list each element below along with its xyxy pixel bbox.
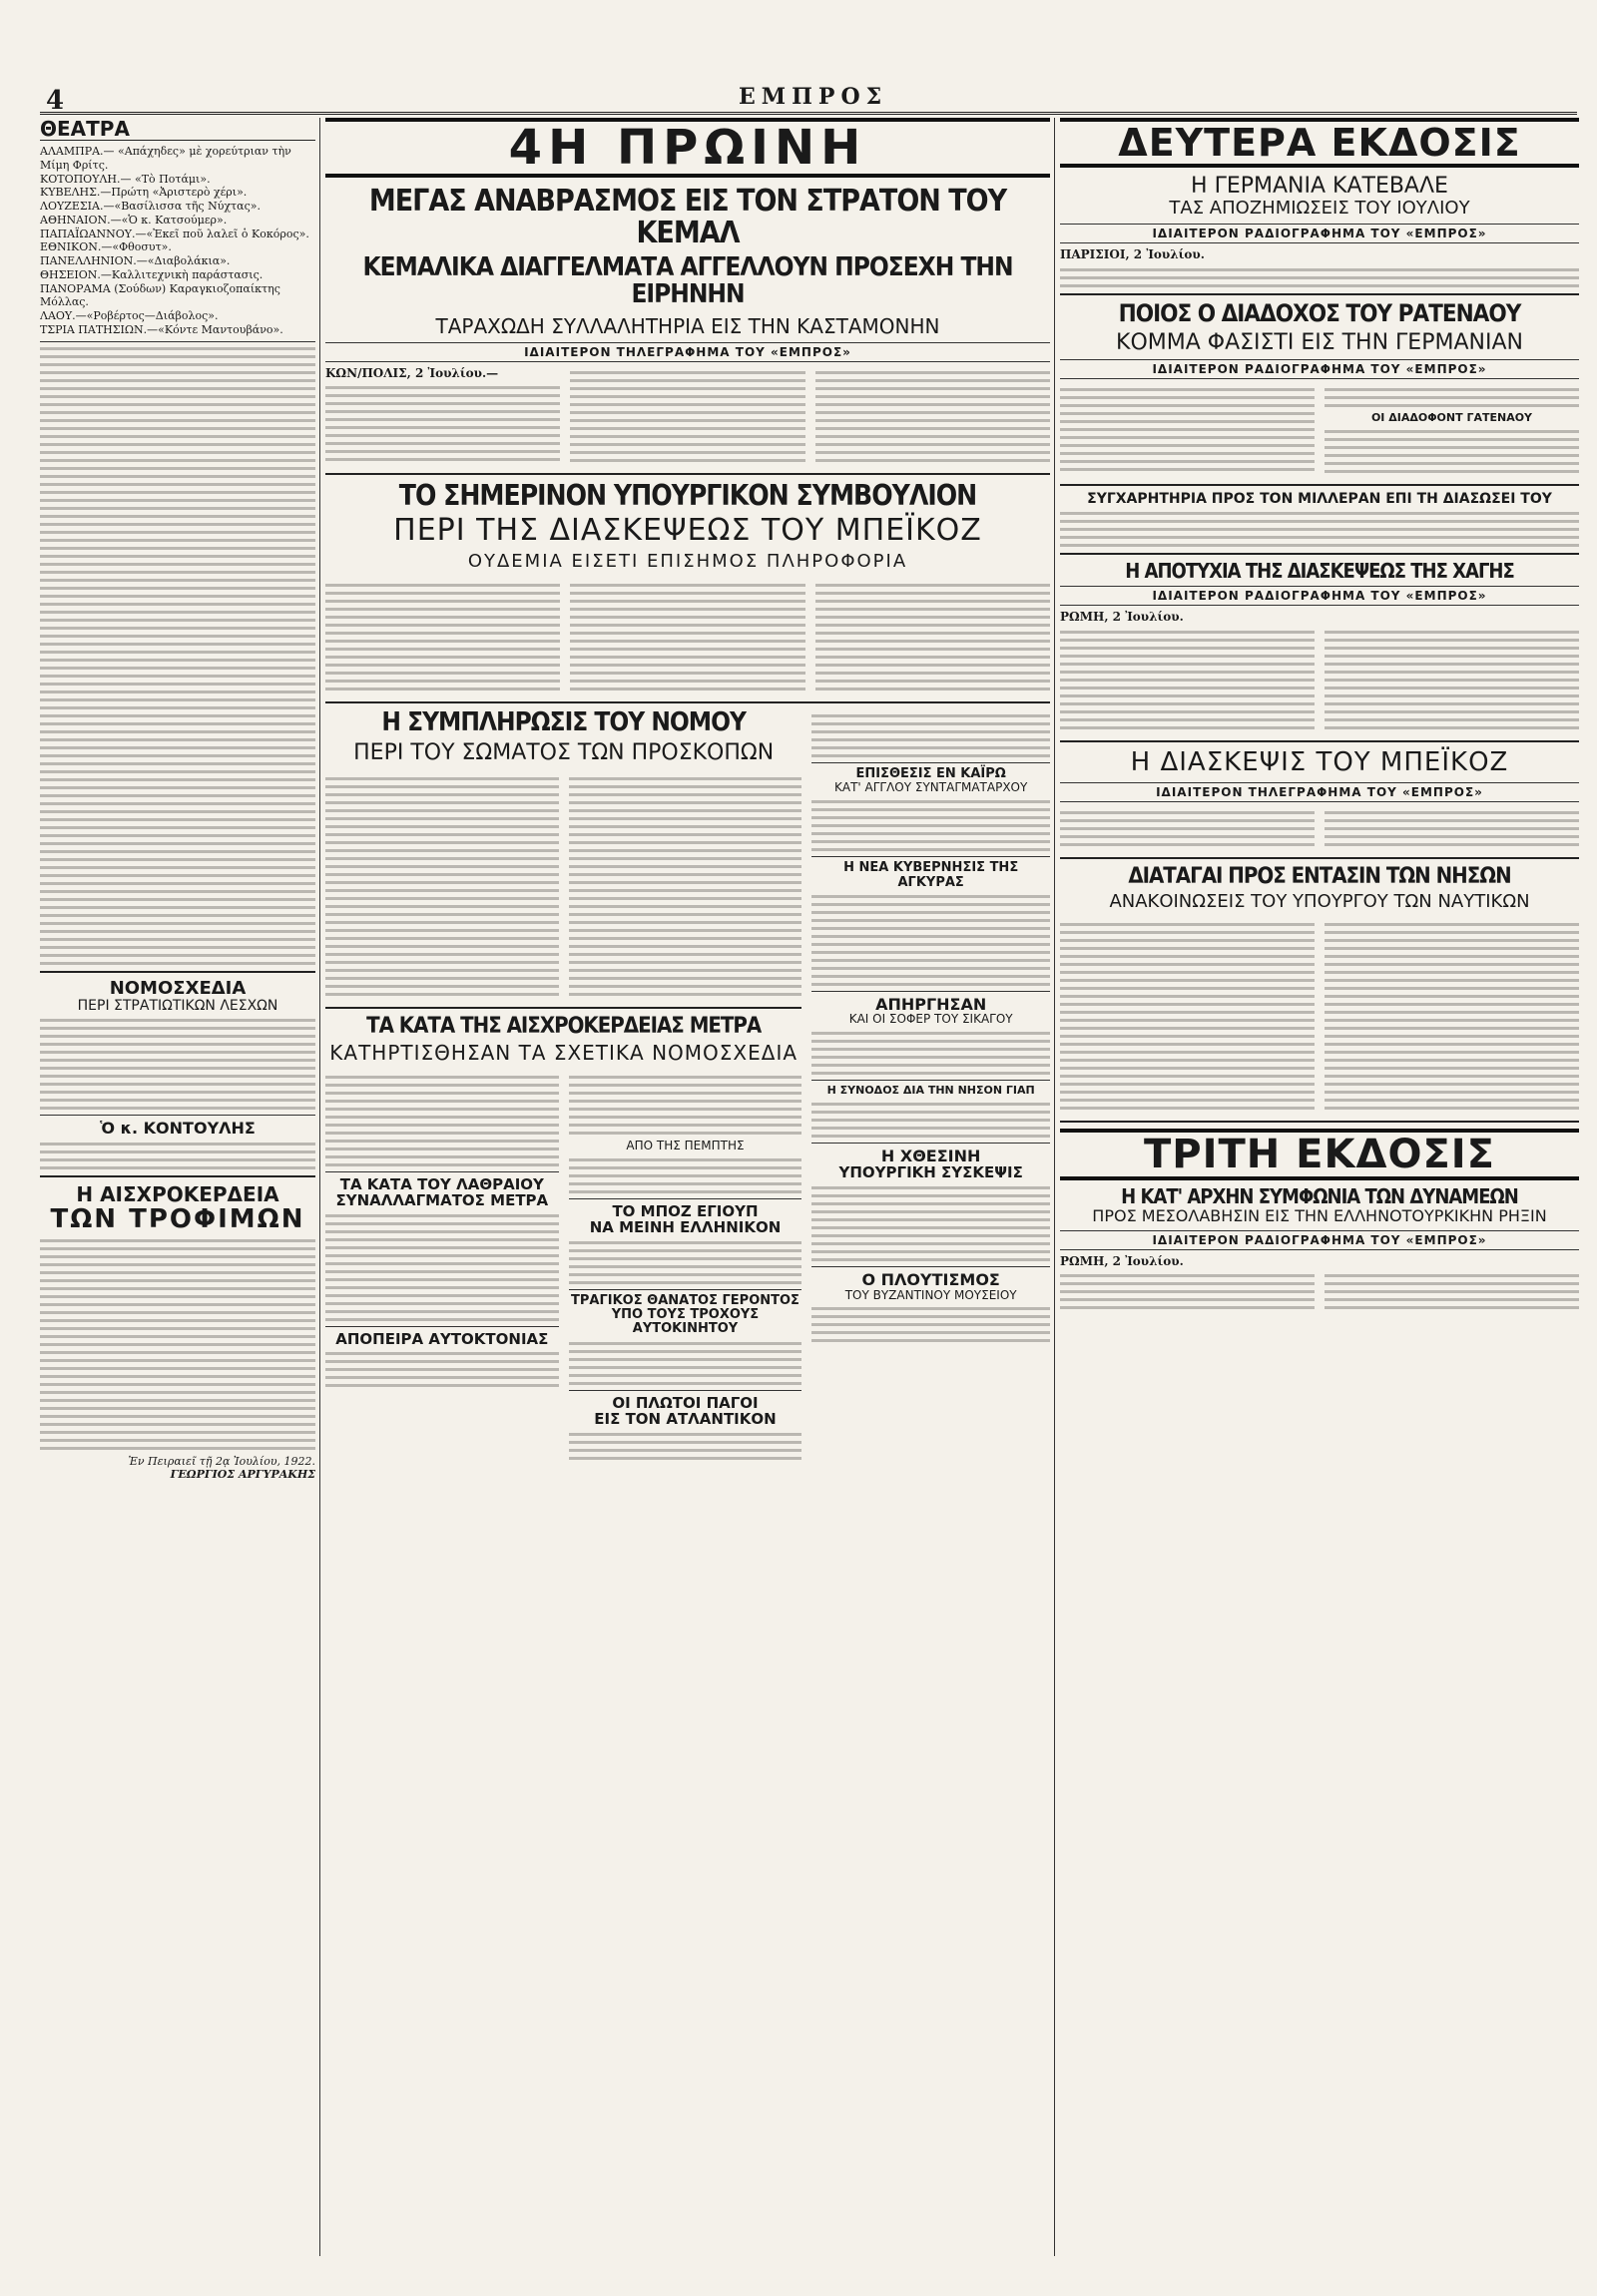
- article-body: [325, 579, 560, 695]
- theatre-list: [40, 145, 315, 337]
- headline-mediation: ΠΡΟΣ ΜΕΣΟΛΑΒΗΣΙΝ ΕΙΣ ΤΗΝ ΕΛΛΗΝΟΤΟΥΡΚΙΚΗΝ ΡΗΞΙΝ: [1092, 1206, 1547, 1226]
- theatre-item: ΕΘΝΙΚΟΝ.—«Φθοσυτ».: [40, 240, 172, 254]
- column-rule: [319, 118, 320, 2256]
- column-rule: [1054, 118, 1055, 2256]
- radiogram-tag: ΙΔΙΑΙΤΕΡΟΝ ΡΑΔΙΟΓΡΑΦΗΜΑ ΤΟΥ «ΕΜΠΡΟΣ»: [1060, 1230, 1579, 1250]
- headline-germany: Η ΓΕΡΜΑΝΙΑ ΚΑΤΕΒΑΛΕ: [1191, 174, 1448, 199]
- headline-museum: ΤΟΥ ΒΥΖΑΝΤΙΝΟΥ ΜΟΥΣΕΙΟΥ: [844, 1287, 1017, 1302]
- article-body: [570, 366, 804, 467]
- article-body: [815, 579, 1050, 695]
- headline-kastamoni: ΤΑΡΑΧΩΔΗ ΣΥΛΛΑΛΗΤΗΡΙΑ ΕΙΣ ΤΗΝ ΚΑΣΤΑΜΟΝΗΝ: [435, 313, 940, 338]
- headline-chicago: ΚΑΙ ΟΙ ΣΟΦΕΡ ΤΟΥ ΣΙΚΑΓΟΥ: [848, 1012, 1013, 1027]
- edition-title: 4Η ΠΡΩΙΝΗ: [325, 118, 1050, 178]
- article-body: [1060, 626, 1315, 734]
- headline-kemalika: ΚΕΜΑΛΙΚΑ ΔΙΑΓΓΕΛΜΑΤΑ ΑΓΓΕΛΛΟΥΝ ΠΡΟΣΕΧΗ ΤΗΝ ΕΙΡΗΝΗΝ: [362, 252, 1013, 310]
- theatre-item: ΠΑΠΑΪΩΑΝΝΟΥ.—«Ἐκεῖ ποῦ λαλεῖ ὁ Κοκόρος».: [40, 227, 309, 240]
- article-body: [1060, 512, 1579, 547]
- column-center: [325, 118, 1050, 2256]
- column-left: [40, 118, 315, 2256]
- theatre-item: ΚΟΤΟΠΟΥΛΗ.— «Τὸ Ποτάμι».: [40, 172, 211, 186]
- article-body: [1060, 918, 1315, 1115]
- article-body: [325, 386, 560, 461]
- headline-thursday: ΑΠΟ ΤΗΣ ΠΕΜΠΤΗΣ: [626, 1138, 745, 1152]
- article-body: [811, 895, 1050, 986]
- article-body: [1325, 430, 1579, 473]
- headline-bills: ΚΑΤΗΡΤΙΣΘΗΣΑΝ ΤΑ ΣΧΕΤΙΚΑ ΝΟΜΟΣΧΕΔΙΑ: [329, 1040, 798, 1065]
- aisxrokerdeia-heading: Η ΑΙΣΧΡΟΚΕΡΔΕΙΑ: [76, 1181, 279, 1206]
- article-body: [569, 1433, 802, 1460]
- headline-millerand: ΣΥΓΧΑΡΗΤΗΡΙΑ ΠΡΟΣ ΤΟΝ ΜΙΛΛΕΡΑΝ ΕΠΙ ΤΗ ΔΙΑΣΩΣΕΙ ΤΟΥ: [1087, 490, 1552, 507]
- theatre-item: ΠΑΝΕΛΛΗΝΙΟΝ.—«Διαβολάκια».: [40, 254, 231, 267]
- theatre-item: ΛΟΥΖΕΣΙΑ.—«Βασίλισσα τῆς Νύχτας».: [40, 200, 261, 213]
- theatre-item: ΘΗΣΕΙΟΝ.—Καλλιτεχνικὴ παράστασις.: [40, 267, 264, 281]
- headline-scouts: ΠΕΡΙ ΤΟΥ ΣΩΜΑΤΟΣ ΤΩΝ ΠΡΟΣΚΟΠΩΝ: [353, 740, 775, 766]
- telegram-tag: ΙΔΙΑΙΤΕΡΟΝ ΤΗΛΕΓΡΑΦΗΜΑ ΤΟΥ «ΕΜΠΡΟΣ»: [325, 342, 1050, 362]
- dateline: ΠΑΡΙΣΙΟΙ, 2 Ἰουλίου.: [1060, 246, 1205, 261]
- article-body: [325, 1076, 559, 1166]
- headline-successors: ΟΙ ΔΙΑΔΟΦΟΝΤ ΓΑΤΕΝΑΟΥ: [1370, 411, 1533, 425]
- article-body: [1325, 626, 1579, 734]
- signature-place: Ἐν Πειραιεῖ τῇ 2ᾳ Ἰουλίου, 1922.: [128, 1454, 315, 1468]
- masthead: [40, 84, 1577, 116]
- headline-yesterday: Η ΧΘΕΣΙΝΗ: [880, 1146, 981, 1165]
- headline-ankara: Η ΝΕΑ ΚΥΒΕΡΝΗΣΙΣ ΤΗΣ ΑΓΚΥΡΑΣ: [843, 860, 1019, 890]
- headline-hague: Η ΑΠΟΤΥΧΙΑ ΤΗΣ ΔΙΑΣΚΕΨΕΩΣ ΤΗΣ ΧΑΓΗΣ: [1125, 559, 1514, 584]
- headline-cabinet: ΤΟ ΣΗΜΕΡΙΝΟΝ ΥΠΟΥΡΓΙΚΟΝ ΣΥΜΒΟΥΛΙΟΝ: [398, 478, 977, 512]
- headline-council: ΥΠΟΥΡΓΙΚΗ ΣΥΣΚΕΨΙΣ: [838, 1163, 1023, 1182]
- headline-strike: ΑΠΗΡΓΗΣΑΝ: [875, 994, 987, 1014]
- page-number: 4: [46, 86, 65, 116]
- headline-profiteering: ΤΑ ΚΑΤΑ ΤΗΣ ΑΙΣΧΡΟΚΕΡΔΕΙΑΣ ΜΕΤΡΑ: [366, 1013, 762, 1039]
- article-body: [40, 347, 315, 965]
- headline-reparations: ΤΑΣ ΑΠΟΖΗΜΙΩΣΕΙΣ ΤΟΥ ΙΟΥΛΙΟΥ: [1169, 198, 1470, 220]
- theatre-item: ΑΛΑΜΠΡΑ.— «Απάχηδες» μὲ χορεύτριαν τὴν Μίμη Φρίτς.: [40, 145, 291, 172]
- telegram-tag: ΙΔΙΑΙΤΕΡΟΝ ΤΗΛΕΓΡΑΦΗΜΑ ΤΟΥ «ΕΜΠΡΟΣ»: [1060, 782, 1579, 802]
- article-body: [811, 1186, 1050, 1261]
- headline-atlantic: ΕΙΣ ΤΟΝ ΑΤΛΑΝΤΙΚΟΝ: [594, 1410, 777, 1429]
- article-body: [1325, 806, 1579, 851]
- theatre-item: ΠΑΝΟΡΑΜΑ (Σούδων) Καραγκιοζοπαίκτης Μόλλας.: [40, 281, 280, 309]
- headline-kemal: ΜΕΓΑΣ ΑΝΑΒΡΑΣΜΟΣ ΕΙΣ ΤΟΝ ΣΤΡΑΤΟΝ ΤΟΥ ΚΕΜΑΛ: [368, 184, 1007, 250]
- third-edition-title: ΤΡΙΤΗ ΕΚΔΟΣΙΣ: [1060, 1129, 1579, 1180]
- headline-contraband: ΤΑ ΚΑΤΑ ΤΟΥ ΛΑΘΡΑΙΟΥ: [339, 1174, 544, 1193]
- dateline: ΡΩΜΗ, 2 Ἰουλίου.: [1060, 1253, 1184, 1268]
- headline-no-info: ΟΥΔΕΜΙΑ ΕΙΣΕΤΙ ΕΠΙΣΗΜΟΣ ΠΛΗΡΟΦΟΡΙΑ: [467, 551, 908, 573]
- article-body: [40, 1239, 315, 1450]
- theatre-item: ΑΘΗΝΑΙΟΝ.—«Ὁ κ. Κατσούμερ».: [40, 213, 228, 227]
- article-body: [569, 772, 802, 1001]
- signature-name: ΓΕΩΡΓΙΟΣ ΑΡΓΥΡΑΚΗΣ: [170, 1467, 315, 1481]
- article-body: [1060, 806, 1315, 851]
- article-body: [569, 1076, 802, 1135]
- radiogram-tag: ΙΔΙΑΙΤΕΡΟΝ ΡΑΔΙΟΓΡΑΦΗΜΑ ΤΟΥ «ΕΜΠΡΟΣ»: [1060, 359, 1579, 379]
- article-body: [1060, 1269, 1315, 1314]
- headline-islands: ΔΙΑΤΑΓΑΙ ΠΡΟΣ ΕΝΤΑΣΙΝ ΤΩΝ ΝΗΣΩΝ: [1128, 863, 1511, 889]
- headline-law: Η ΣΥΜΠΛΗΡΩΣΙΣ ΤΟΥ ΝΟΜΟΥ: [381, 707, 746, 738]
- article-body: [569, 1158, 802, 1193]
- second-edition-title: ΔΕΥΤΕΡΑ ΕΚΔΟΣΙΣ: [1060, 118, 1579, 168]
- dateline: ΡΩΜΗ, 2 Ἰουλίου.: [1060, 610, 1184, 625]
- headline-beikoz-conf: Η ΔΙΑΣΚΕΨΙΣ ΤΟΥ ΜΠΕΪΚΟΖ: [1130, 746, 1509, 777]
- paper-name: ΕΜΠΡΟΣ: [739, 84, 888, 110]
- headline-cairo: ΕΠΙΣΘΕΣΙΣ ΕΝ ΚΑΪΡΩ: [855, 766, 1006, 782]
- headline-enrichment: Ο ΠΛΟΥΤΙΣΜΟΣ: [861, 1269, 1000, 1289]
- article-body: [1060, 383, 1315, 478]
- article-body: [1325, 918, 1579, 1115]
- article-body: [811, 1307, 1050, 1342]
- article-body: [40, 1143, 315, 1169]
- article-body: [1325, 388, 1579, 407]
- headline-tragic: ΤΡΑΓΙΚΟΣ ΘΑΝΑΤΟΣ ΓΕΡΟΝΤΟΣ: [571, 1292, 799, 1308]
- article-body: [1060, 268, 1579, 287]
- theatre-item: ΛΑΟΥ.—«Ροβέρτος—Διάβολος».: [40, 309, 219, 322]
- kontoulis-heading: Ὁ κ. ΚΟΝΤΟΥΛΗΣ: [100, 1119, 256, 1139]
- article-body: [811, 714, 1050, 757]
- article-body: [325, 1352, 559, 1387]
- theatre-item: ΚΥΒΕΛΗΣ.—Πρώτη «Ἀριστερὸ χέρι».: [40, 186, 248, 200]
- article-body: [40, 1019, 315, 1110]
- article-body: [815, 366, 1050, 467]
- article-body: [811, 1103, 1050, 1138]
- theatre-heading: ΘΕΑΤΡΑ: [40, 118, 315, 141]
- headline-suicide: ΑΠΟΠΕΙΡΑ ΑΥΤΟΚΤΟΝΙΑΣ: [335, 1329, 549, 1348]
- article-body: [1325, 1269, 1579, 1314]
- trofimon-heading: ΤΩΝ ΤΡΟΦΙΜΩΝ: [50, 1203, 305, 1234]
- nomosxedia-heading: ΝΟΜΟΣΧΕΔΙΑ: [109, 977, 247, 999]
- article-body: [569, 1241, 802, 1284]
- headline-icebergs: ΟΙ ΠΛΩΤΟΙ ΠΑΓΟΙ: [612, 1393, 759, 1412]
- headline-exchange: ΣΥΝΑΛΛΑΓΜΑΤΟΣ ΜΕΤΡΑ: [335, 1191, 549, 1210]
- headline-fascist: ΚΟΜΜΑ ΦΑΣΙΣΤΙ ΕΙΣ ΤΗΝ ΓΕΡΜΑΝΙΑΝ: [1116, 329, 1523, 355]
- article-body: [570, 579, 804, 695]
- headline-boz: ΤΟ ΜΠΟΖ ΕΓΙΟΥΠ: [612, 1201, 759, 1220]
- theatre-item: ΤΣΡΙΑ ΠΑΤΗΣΙΩΝ.—«Κόντε Μαντουβάνο».: [40, 322, 283, 336]
- article-body: [811, 1032, 1050, 1075]
- column-right: [1060, 118, 1579, 2256]
- radiogram-tag: ΙΔΙΑΙΤΕΡΟΝ ΡΑΔΙΟΓΡΑΦΗΜΑ ΤΟΥ «ΕΜΠΡΟΣ»: [1060, 586, 1579, 606]
- headline-powers: Η ΚΑΤ' ΑΡΧΗΝ ΣΥΜΦΩΝΙΑ ΤΩΝ ΔΥΝΑΜΕΩΝ: [1121, 1184, 1518, 1209]
- nomosxedia-subheading: ΠΕΡΙ ΣΤΡΑΤΙΩΤΙΚΩΝ ΛΕΣΧΩΝ: [77, 998, 278, 1015]
- article-body: [569, 1342, 802, 1385]
- article-body: [325, 1214, 559, 1321]
- article-body: [811, 800, 1050, 851]
- headline-navy: ΑΝΑΚΟΙΝΩΣΕΙΣ ΤΟΥ ΥΠΟΥΡΓΟΥ ΤΩΝ ΝΑΥΤΙΚΩΝ: [1109, 890, 1530, 912]
- dateline: ΚΩΝ/ΠΟΛΙΣ, 2 Ἰουλίου.—: [325, 365, 499, 380]
- headline-car: ΥΠΟ ΤΟΥΣ ΤΡΟΧΟΥΣ ΑΥΤΟΚΙΝΗΤΟΥ: [611, 1306, 760, 1337]
- headline-yap: Η ΣΥΝΟΔΟΣ ΔΙΑ ΤΗΝ ΝΗΣΟΝ ΓΙΑΠ: [826, 1084, 1035, 1098]
- headline-colonel: ΚΑΤ' ΑΓΓΛΟΥ ΣΥΝΤΑΓΜΑΤΑΡΧΟΥ: [833, 780, 1028, 795]
- radiogram-tag: ΙΔΙΑΙΤΕΡΟΝ ΡΑΔΙΟΓΡΑΦΗΜΑ ΤΟΥ «ΕΜΠΡΟΣ»: [1060, 224, 1579, 243]
- headline-greek: ΝΑ ΜΕΙΝΗ ΕΛΛΗΝΙΚΟΝ: [589, 1218, 782, 1237]
- headline-beikoz: ΠΕΡΙ ΤΗΣ ΔΙΑΣΚΕΨΕΩΣ ΤΟΥ ΜΠΕΪΚΟΖ: [393, 512, 982, 548]
- headline-rathenau: ΠΟΙΟΣ Ο ΔΙΑΔΟΧΟΣ ΤΟΥ ΡΑΤΕΝΑΟΥ: [1118, 298, 1521, 327]
- article-body: [325, 772, 559, 1001]
